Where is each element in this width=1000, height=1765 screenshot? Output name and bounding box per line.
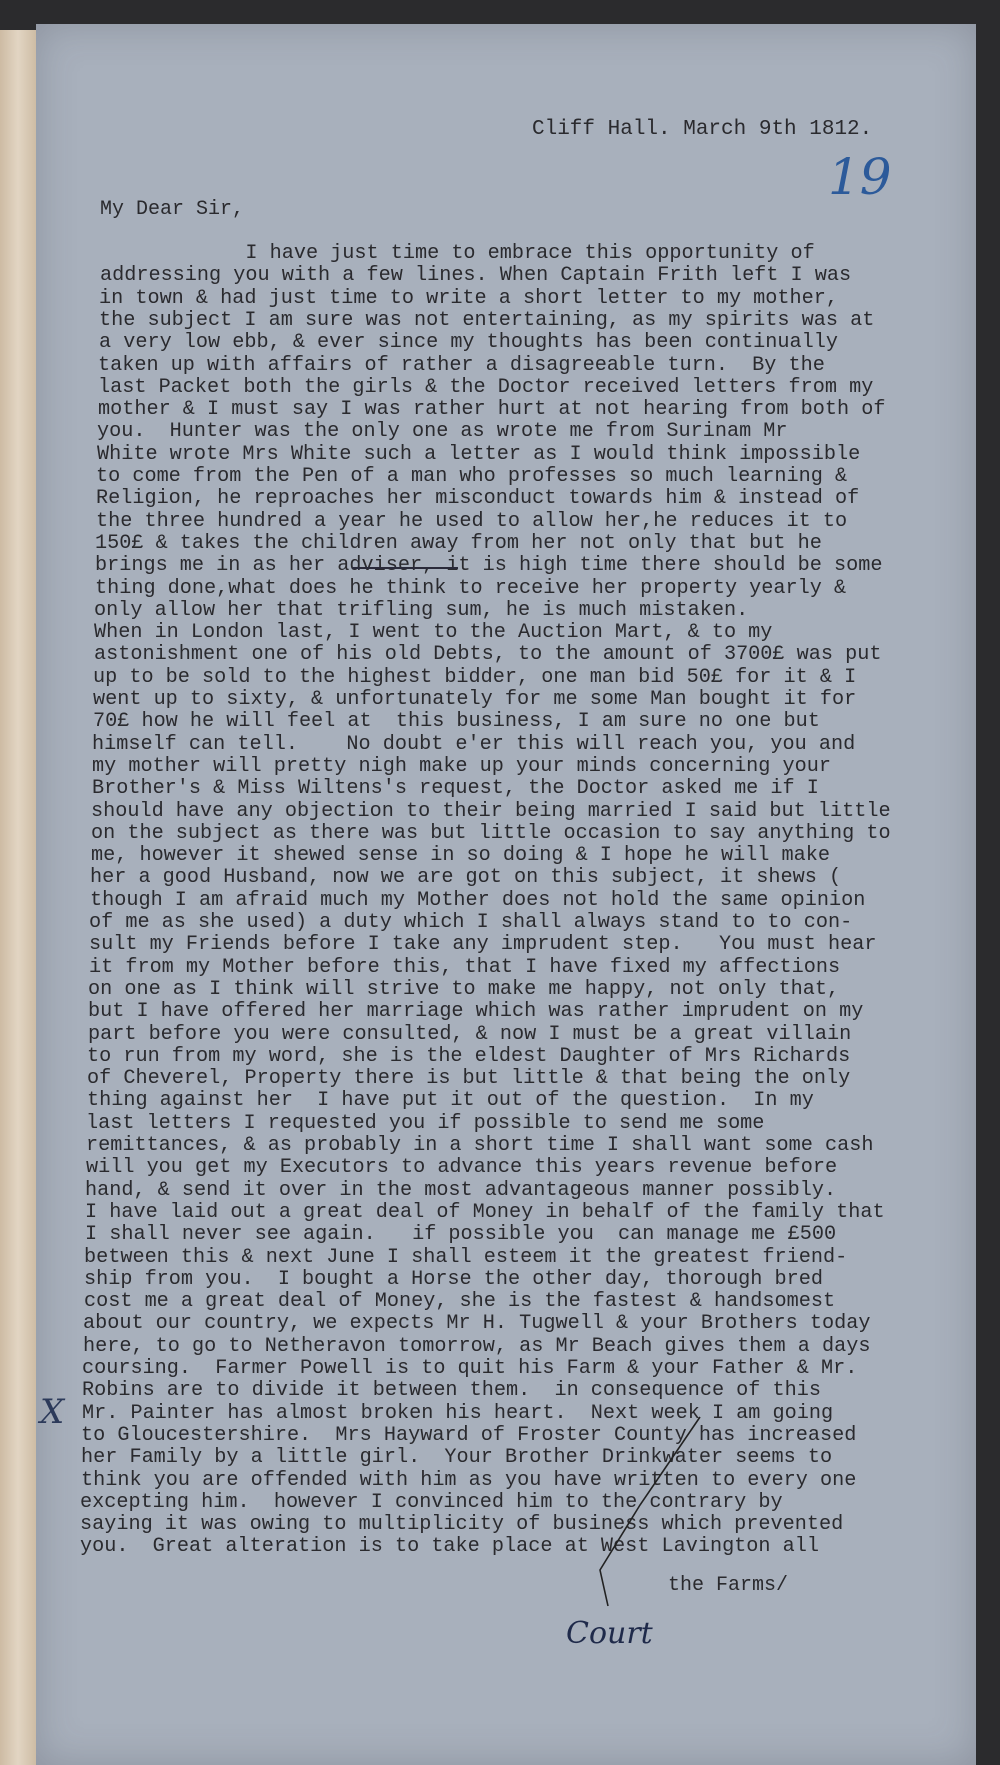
letter-body-line: should have any objection to their being married I said but little bbox=[91, 799, 891, 823]
letter-body-line: will you get my Executors to advance this years revenue before bbox=[86, 1156, 838, 1180]
letter-body-line: I have laid out a great deal of Money in behalf of the family that bbox=[85, 1200, 885, 1224]
letter-body-line: to run from my word, she is the eldest Daughter of Mrs Richards bbox=[87, 1044, 851, 1068]
letter-body-line: to Gloucestershire. Mrs Hayward of Froster County has increased bbox=[81, 1423, 857, 1447]
letter-body-line: cost me a great deal of Money, she is the fastest & handsomest bbox=[84, 1290, 836, 1314]
signature-handwritten: Court bbox=[566, 1616, 653, 1651]
letter-body-line: 70£ how he will feel at this business, I am sure no one but bbox=[93, 710, 820, 734]
letter-body-line: here, to go to Netheravon tomorrow, as Mr Beach gives them a days bbox=[83, 1334, 871, 1358]
book-binding-edge bbox=[0, 30, 40, 1765]
letter-body-line: between this & next June I shall esteem it the greatest friend- bbox=[84, 1245, 848, 1269]
letter-body-line: 150£ & takes the children away from her not only that but he bbox=[95, 531, 822, 555]
letter-body-line: Mr. Painter has almost broken his heart. Next week I am going bbox=[82, 1401, 834, 1425]
letter-body-line: White wrote Mrs White such a letter as I would think impossible bbox=[97, 442, 861, 466]
letter-body-line: remittances, & as probably in a short time I shall want some cash bbox=[86, 1134, 874, 1157]
letter-salutation: My Dear Sir, bbox=[100, 198, 245, 221]
letter-body-line: me, however it shewed sense in so doing & I hope he will make bbox=[91, 844, 830, 868]
letter-body-line: mother & I must say I was rather hurt at not hearing from both of bbox=[98, 398, 886, 422]
letter-body-line: on the subject as there was but little occasion to say anything to bbox=[91, 821, 891, 845]
letter-body-line: part before you were consulted, & now I must be a great villain bbox=[88, 1022, 852, 1046]
letter-body-line: himself can tell. No doubt e'er this will reach you, you and bbox=[92, 732, 856, 756]
letter-body-line: brings me in as her adviser, it is high time there should be some bbox=[95, 554, 883, 578]
letter-body-line: sult my Friends before I take any imprudent step. You must hear bbox=[89, 933, 877, 957]
folio-number: 19 bbox=[828, 148, 892, 206]
letter-body-line: her a good Husband, now we are got on this subject, it shews ( bbox=[90, 866, 842, 890]
letter-body-line: but I have offered her marriage which was rather imprudent on my bbox=[88, 1000, 864, 1024]
letter-body-line: thing against her I have put it out of the question. In my bbox=[87, 1089, 814, 1113]
letter-body-line: saying it was owing to multiplicity of business which prevented bbox=[80, 1513, 844, 1537]
letter-body-line: on one as I think will strive to make me happy, not only that, bbox=[88, 977, 840, 1001]
letter-body-line: it from my Mother before this, that I have fixed my affections bbox=[89, 955, 841, 979]
letter-body-line: Robins are to divide it between them. in consequence of this bbox=[82, 1379, 821, 1403]
letter-body-line: of Cheverel, Property there is but little & that being the only bbox=[87, 1067, 851, 1091]
letter-body-line: thing done,what does he think to receive her property yearly & bbox=[95, 576, 847, 600]
letter-body-line: addressing you with a few lines. When Captain Frith left I was bbox=[100, 264, 852, 288]
letter-body-line: astonishment one of his old Debts, to the amount of 3700£ was put bbox=[94, 643, 882, 667]
letter-body-line: I shall never see again. if possible you can manage me £500 bbox=[85, 1223, 837, 1247]
letter-body-line: last letters I requested you if possible to send me some bbox=[86, 1111, 765, 1135]
letter-body-line: my mother will pretty nigh make up your minds concerning your bbox=[92, 754, 831, 778]
letter-body-line: I have just time to embrace this opportunity of bbox=[100, 242, 815, 265]
letter-body-line: last Packet both the girls & the Doctor received letters from my bbox=[98, 375, 874, 399]
letter-dateline: Cliff Hall. March 9th 1812. bbox=[532, 118, 873, 141]
letter-body-line: you. Hunter was the only one as wrote me from Surinam Mr bbox=[97, 420, 788, 444]
letter-body-line: in town & had just time to write a short letter to my mother, bbox=[99, 286, 838, 310]
catchword: the Farms/ bbox=[668, 1574, 789, 1597]
letter-body-line: ship from you. I bought a Horse the other day, thorough bred bbox=[84, 1267, 823, 1291]
letter-body-line: only allow her that trifling sum, he is much mistaken. bbox=[94, 598, 749, 622]
letter-body-line: When in London last, I went to the Auction Mart, & to my bbox=[94, 621, 773, 645]
letter-body-line: taken up with affairs of rather a disagreeable turn. By the bbox=[98, 353, 825, 377]
letter-body-line: of me as she used) a duty which I shall always stand to to con- bbox=[89, 911, 853, 934]
letter-body-line: Religion, he reproaches her misconduct towards him & instead of bbox=[96, 487, 860, 511]
margin-cross-mark: X bbox=[40, 1392, 65, 1432]
letter-body-line: the three hundred a year he used to allow her,he reduces it to bbox=[96, 509, 848, 533]
letter-body-line: a very low ebb, & ever since my thoughts has been continually bbox=[99, 331, 838, 355]
letter-body-line: about our country, we expects Mr H. Tugwell & your Brothers today bbox=[83, 1312, 871, 1336]
letter-body-line: to come from the Pen of a man who professes so much learning & bbox=[96, 465, 848, 488]
letter-body-line: excepting him. however I convinced him to the contrary by bbox=[80, 1490, 783, 1514]
letter-body-line: hand, & send it over in the most advantageous manner possibly. bbox=[85, 1178, 837, 1202]
letter-body-line: though I am afraid much my Mother does not hold the same opinion bbox=[90, 888, 866, 912]
letter-body-line: Brother's & Miss Wiltens's request, the Doctor asked me if I bbox=[92, 777, 819, 801]
letter-body-line: her Family by a little girl. Your Brother Drinkwater seems to bbox=[81, 1446, 833, 1470]
letter-body-line: the subject I am sure was not entertaining, as my spirits was at bbox=[99, 308, 875, 332]
letter-body-line: coursing. Farmer Powell is to quit his Farm & your Father & Mr. bbox=[82, 1357, 858, 1380]
letter-body-line: up to be sold to the highest bidder, one man bid 50£ for it & I bbox=[93, 665, 857, 689]
letter-body-line: you. Great alteration is to take place at West Lavington all bbox=[80, 1535, 819, 1559]
letter-body-line: think you are offended with him as you have written to every one bbox=[81, 1468, 857, 1492]
letter-body-line: went up to sixty, & unfortunately for me some Man bought it for bbox=[93, 688, 857, 711]
